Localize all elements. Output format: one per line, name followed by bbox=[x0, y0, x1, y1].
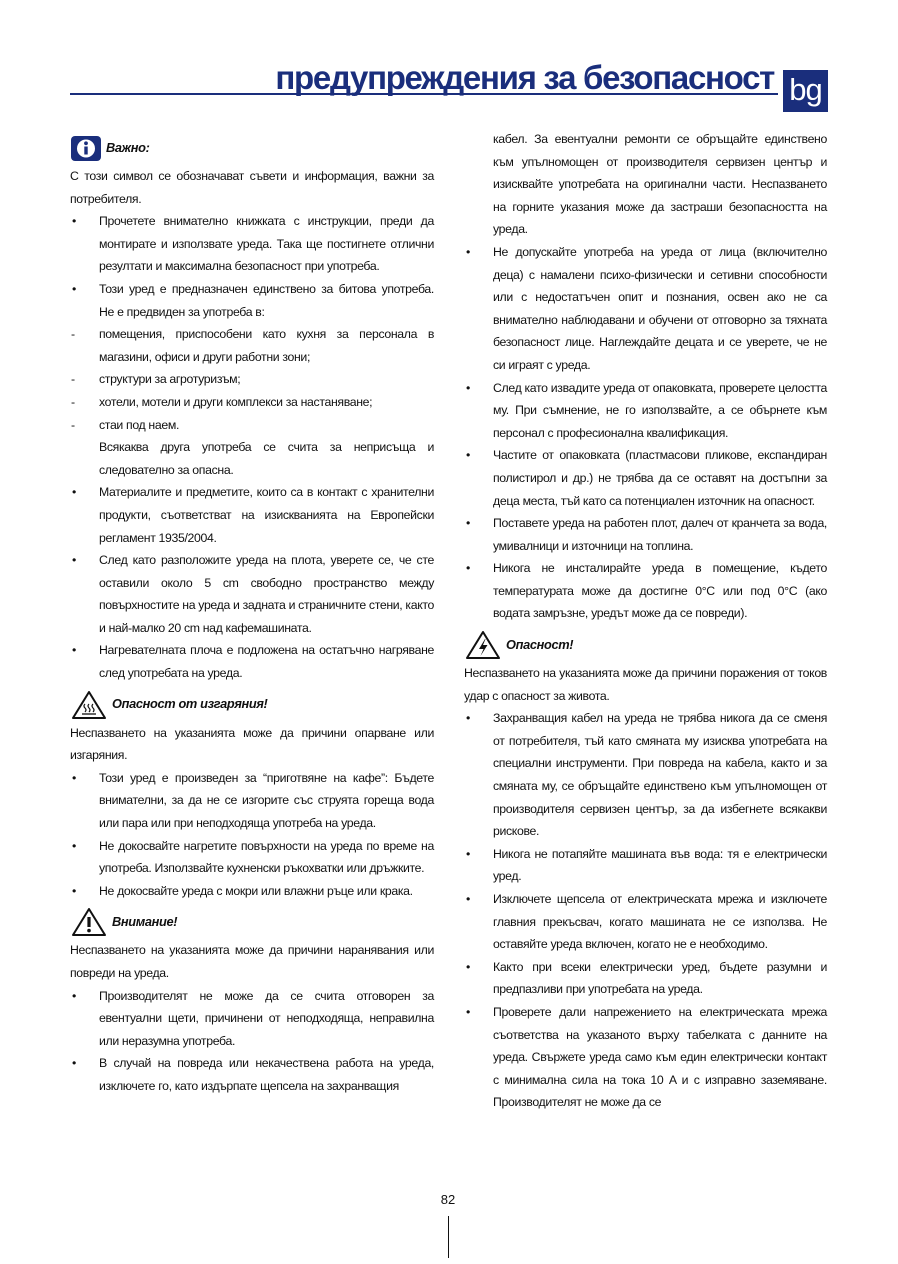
list-item: • Този уред е предназначен единствено за битова употреба. Не е предвиден за употреба в: bbox=[72, 281, 434, 319]
dash-item: - помещения, приспособени като кухня за персонала в магазини, офиси и други работни зони; bbox=[71, 327, 434, 364]
dash-item: - структури за агротуризъм; bbox=[71, 372, 241, 387]
burns-heading bbox=[70, 688, 434, 722]
list-item: • Нагревателната плоча е подложена на остатъчно нагряване след употребата на уреда. bbox=[72, 643, 434, 681]
dash-item: - хотели, мотели и други комплекси за настаняване; bbox=[71, 394, 373, 409]
list-item: • Този уред е произведен за “приготвяне на кафе”: Бъдете внимателни, за да не се изгорите със струята гореща вода или пара или при неподходяща употреба на уреда. bbox=[72, 770, 434, 831]
list-item: • Не докосвайте нагретите повърхности на уреда по време на употреба. Използвайте кухненски ръкохватки или дръжките. bbox=[72, 838, 434, 876]
warning-icon bbox=[70, 906, 108, 938]
burns-title: Опасност от изгаряния! bbox=[112, 696, 268, 712]
attention-intro: Неспазването на указанията може да причини наранявания или повреди на уреда. bbox=[70, 943, 434, 980]
danger-title: Опасност! bbox=[506, 636, 574, 652]
list-item: • Частите от опаковката (пластмасови пликове, експандиран полистирол и др.) не трябва да се оставят на достъпни за деца места, тъй като са потенциален източник на опасност. bbox=[466, 448, 827, 508]
danger-intro: Неспазването на указанията може да причини поражения от токов удар с опасност за живота. bbox=[464, 666, 827, 703]
important-title: Важно: bbox=[106, 139, 150, 155]
important-intro: С този символ се обозначават съвети и информация, важни за потребителя. bbox=[70, 169, 434, 206]
attention-heading bbox=[70, 905, 434, 939]
danger-heading bbox=[464, 628, 827, 662]
burns-intro: Неспазването на указанията може да причини опарване или изгаряния. bbox=[70, 725, 434, 763]
continuation-text: кабел. За евентуални ремонти се обръщайте единствено към упълномощен от производителя сервизен център и изисквайте употребата на оригинални части. Неспазването на горните указания може да застраши безопасността на уреда. bbox=[493, 132, 827, 237]
list-item: • Изключете щепсела от електрическата мрежа и изключете главния прекъсвач, когато машината не се използва. Не оставяйте уреда включен, когато не е необходимо. bbox=[466, 892, 827, 952]
list-item: • Никога не потапяйте машината във вода: тя е електрически уред. bbox=[466, 846, 827, 884]
page-number: 82 bbox=[440, 1192, 456, 1207]
language-badge: bg bbox=[783, 70, 828, 112]
important-heading bbox=[70, 131, 434, 165]
list-item: • Както при всеки електрически уред, бъдете разумни и предпазливи при употребата на уреда. bbox=[466, 959, 827, 997]
right-column bbox=[464, 128, 827, 1114]
list-item: • Не допускайте употреба на уреда от лица (включително деца) с намалени психо-физически и сетивни способности или с недостатъчен опит и познания, освен ако не са внимателно наблюдавани и обучени от отговорно за тяхната безопасност лице. Наглеждайте децата и се уверете, че не си играят с уреда. bbox=[466, 244, 827, 372]
list-item: • Проверете дали напрежението на електрическата мрежа съответства на указаното върху табелката с данните на уреда. Свържете уреда само към един електрически контакт с минимална сила на тока 10 A и с изправно заземяване. Производителят не може да се bbox=[466, 1004, 827, 1110]
list-item: • Прочетете внимателно книжката с инструкции, преди да монтирате и използвате уреда. Така ще постигнете отлични резултати и максимална безопасност при употреба. bbox=[72, 214, 434, 274]
attention-title: Внимание! bbox=[112, 914, 178, 930]
list-item: • В случай на повреда или некачествена работа на уреда, изключете го, като издърпате щепсела на захранващия bbox=[72, 1056, 434, 1093]
list-item: • Захранващия кабел на уреда не трябва никога да се сменя от потребителя, тъй като смяната му изисква употребата на специални инструменти. При повреда на кабела, както и за смяната му, се обръщайте единствено към упълномощен от производителя сервизен център, за да избегнете всякакви рискове. bbox=[466, 711, 827, 839]
info-icon bbox=[70, 135, 102, 162]
usage-note: Всякаква друга употреба се счита за неприсъща и следователно за опасна. bbox=[99, 440, 434, 477]
list-item: • Производителят не може да се счита отговорен за евентуални щети, причинени от неподходяща, неправилна или неразумна употреба. bbox=[72, 988, 434, 1048]
list-item: • След като разположите уреда на плота, уверете се, че сте оставили около 5 cm свободно пространство между повърхностите на уреда и задната и страничните стени, както и най-малко 20 cm над кафемашината. bbox=[72, 553, 435, 635]
list-item: • Поставете уреда на работен плот, далеч от кранчета за вода, умивалници и източници на топлина. bbox=[466, 516, 827, 553]
page-title: предупреждения за безопасност bbox=[275, 59, 774, 96]
footer-divider bbox=[448, 1216, 449, 1258]
list-item: • След като извадите уреда от опаковката, проверете целостта му. При съмнение, не го използвайте, а се обърнете към персонал с професионална квалификация. bbox=[466, 380, 827, 440]
dash-item: - стаи под наем. bbox=[71, 417, 180, 432]
electric-shock-icon bbox=[464, 629, 502, 661]
list-item: • Материалите и предметите, които са в контакт с хранителни продукти, съответстват на изискванията на Европейски регламент 1935/2004. bbox=[72, 485, 434, 545]
list-item: • Не докосвайте уреда с мокри или влажни ръце или крака. bbox=[72, 883, 413, 898]
hot-surface-icon bbox=[70, 689, 108, 721]
list-item: • Никога не инсталирайте уреда в помещение, където температурата може да достигне 0°C или под 0°C (ако водата замръзне, уредът може да се повреди). bbox=[466, 561, 827, 621]
left-column bbox=[70, 128, 434, 1098]
